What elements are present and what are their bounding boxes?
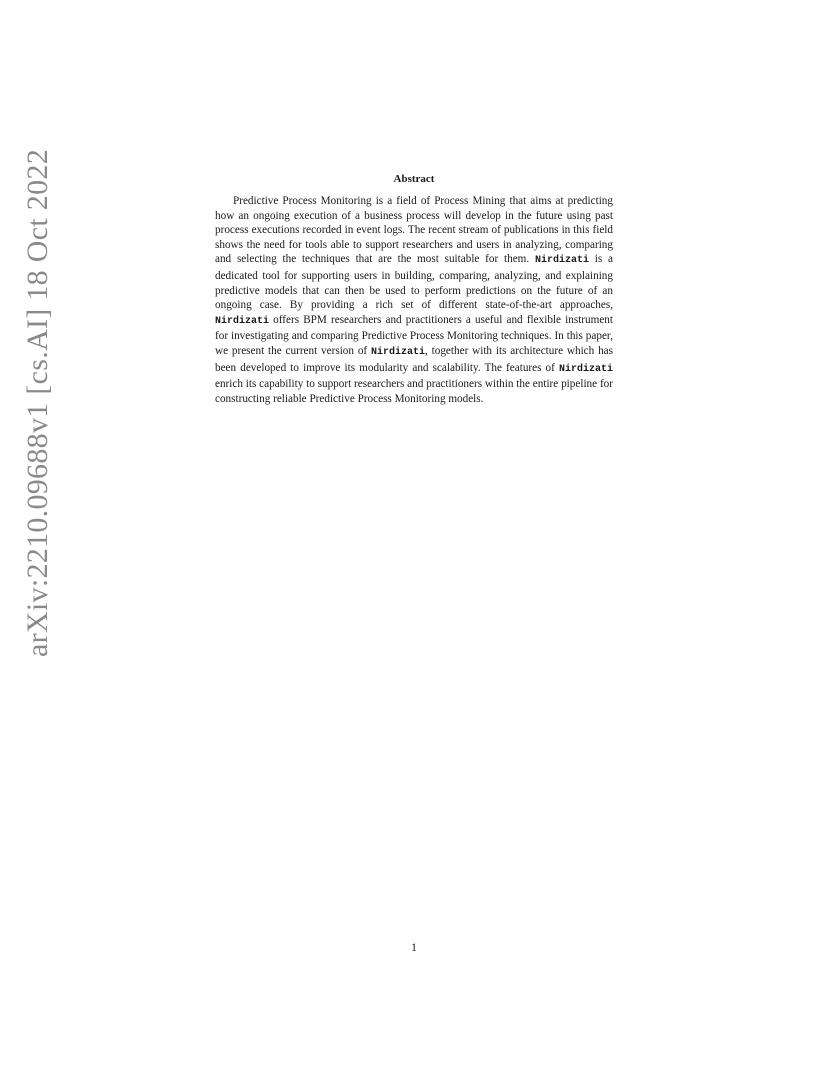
tool-name-nirdizati: Nirdizati <box>215 315 270 327</box>
tool-name-nirdizati: Nirdizati <box>534 255 589 267</box>
abstract-text-segment: , together with its architecture which has been developed to improve its modularity and scalability. The features of <box>215 344 613 374</box>
page-number: 1 <box>411 940 417 954</box>
abstract-text-segment: enrich its capability to support researchers and practitioners within the entire pipeline for constructing reliable Predictive Process Monitoring models. <box>215 378 613 405</box>
tool-name-nirdizati: Nirdizati <box>370 346 425 358</box>
abstract-text-segment: offers BPM researchers and practitioners a useful and flexible instrument for investigating and comparing Predictive Process Monitoring techniques. In this paper, we present the current version of <box>215 313 613 357</box>
abstract-body <box>215 194 613 406</box>
abstract-heading: Abstract <box>393 173 435 185</box>
arxiv-identifier-text: arXiv:2210.09688v1 [cs.AI] 18 Oct 2022 <box>21 149 54 657</box>
abstract-text-segment: Predictive Process Monitoring is a field of Process Mining that aims at predicting how an ongoing execution of a business process will develop in the future using past process executions recorded in event logs. The recent stream of publications in this field shows the need for tools able to support researchers and users in analyzing, comparing and selecting the techniques that are the most suitable for them. <box>215 195 613 266</box>
tool-name-nirdizati: Nirdizati <box>558 363 613 375</box>
abstract-text-segment: is a dedicated tool for supporting users in building, comparing, analyzing, and explaining predictive models that can then be used to perform predictions on the future of an ongoing case. By providing a rich set of different state-of-the-art approaches, <box>215 253 613 312</box>
